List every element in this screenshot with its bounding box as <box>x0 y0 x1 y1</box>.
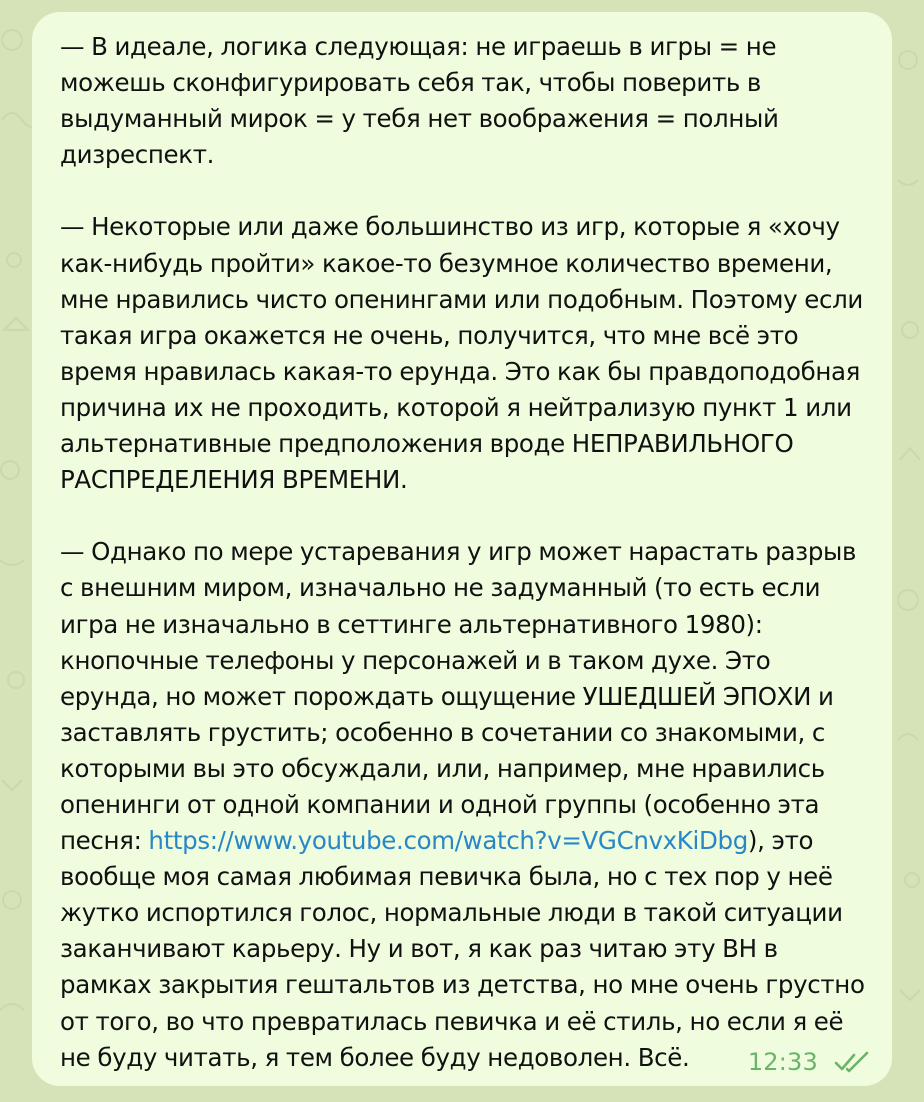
message-bubble[interactable] <box>32 12 892 1086</box>
message-paragraph-2: — Некоторые или даже большинство из игр, которые я «хочу как-нибудь пройти» какое-то безумное количество времени, мне нравились чисто опенингами или подобным. Поэтому если такая игра окажется не очень, получится, что мне всё это время нравилась какая-то ерунда. Это как бы правдоподобная причина их не проходить, которой я нейтрализую пункт 1 или альтернативные предположения вроде НЕПРАВИЛЬНОГО РАСПРЕДЕЛЕНИЯ ВРЕМЕНИ. <box>60 212 863 495</box>
paragraph-3-text-after-link: ), это вообще моя самая любимая певичка была, но с тех пор у неё жутко испортился голос, нормальные люди в такой ситуации заканчивают карьеру. Ну и вот, я как раз читаю эту ВН в рамках закрытия гештальтов из детства, но мне очень грустно от того, во что превратилась певичка и её стиль, но если я её не буду читать, я тем более буду недоволен. Всё. <box>60 826 865 1072</box>
message-paragraph-3 <box>60 534 870 1075</box>
youtube-link[interactable]: https://www.youtube.com/watch?v=VGCnvxKiDbg <box>148 826 748 856</box>
message-paragraph-1: — В идеале, логика следующая: не играешь в игры = не можешь сконфигурировать себя так, чтобы поверить в выдуманный мирок = у тебя нет воображения = полный дизреспект. <box>60 32 779 170</box>
double-check-icon <box>834 1051 870 1073</box>
message-meta <box>748 1048 870 1076</box>
paragraph-3-text-before-link: — Однако по мере устаревания у игр может нарастать разрыв с внешним миром, изначально не задуманный (то есть если игра не изначально в сеттинге альтернативного 1980): кнопочные телефоны у персонажей и в таком духе. Это ерунда, но может порождать ощущение УШЕДШЕЙ ЭПОХИ и заставлять грустить; особенно в сочетании со знакомыми, с которыми вы это обсуждали, или, например, мне нравились опенинги от одной компании и одной группы (особенно эта песня: <box>60 537 857 856</box>
message-time: 12:33 <box>747 1048 818 1076</box>
message-text <box>60 29 870 1076</box>
